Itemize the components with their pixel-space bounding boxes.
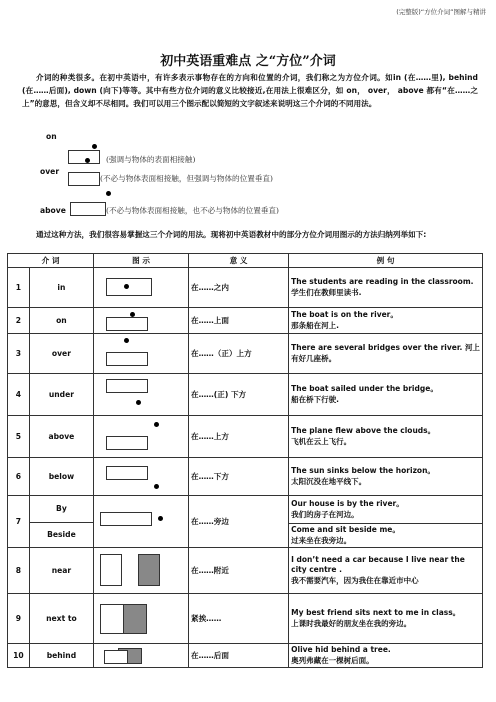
- row-word: near: [29, 548, 93, 594]
- table-row: [8, 374, 483, 416]
- row-meaning: 在……（正）上方: [189, 334, 289, 374]
- row-meaning: 在……上面: [189, 308, 289, 334]
- row-figure: [94, 548, 189, 594]
- table-row: [8, 416, 483, 458]
- demo-label-above: above: [40, 206, 66, 215]
- row-number: 10: [8, 644, 30, 668]
- row-example: I don’t need a car because I live near the city centre . 我不需要汽车，因为我住在靠近市中心: [289, 548, 483, 594]
- row-example: Come and sit beside me。 过来坐在我旁边。: [289, 524, 483, 548]
- col-header-prep: 介 词: [8, 254, 94, 268]
- row-word: in: [29, 268, 93, 308]
- table-row: [8, 458, 483, 496]
- row-figure: [94, 268, 189, 308]
- row-meaning: 在……上方: [189, 416, 289, 458]
- object-dot-icon: [124, 284, 129, 289]
- row-example: Olive hid behind a tree. 奥列弗藏在一棵树后面。: [289, 644, 483, 668]
- row-number: 8: [8, 548, 30, 594]
- row-meaning: 在……旁边: [189, 496, 289, 548]
- row-figure: [94, 644, 189, 668]
- object-dot-icon: [158, 516, 163, 521]
- row-word: next to: [29, 594, 93, 644]
- demo-note-on: (强调与物体的表面相接触): [106, 155, 196, 164]
- row-meaning: 在……(正) 下方: [189, 374, 289, 416]
- row-number: 2: [8, 308, 30, 334]
- page-title: 初中英语重难点 之“方位”介词: [160, 54, 336, 69]
- row-figure: [94, 308, 189, 334]
- object-dot-icon: [124, 338, 129, 343]
- row-word: above: [29, 416, 93, 458]
- col-header-meaning: 意 义: [189, 254, 289, 268]
- row-meaning: 在……之内: [189, 268, 289, 308]
- row-number: 6: [8, 458, 30, 496]
- demo-note-over: (不必与物体表面相接触，但强调与物体的位置垂直): [100, 174, 273, 183]
- object-dot-icon: [85, 158, 90, 163]
- demo-note-above: (不必与物体表面相接触，也不必与物体的位置垂直): [106, 206, 279, 215]
- row-number: 1: [8, 268, 30, 308]
- row-figure: [94, 334, 189, 374]
- row-word: behind: [29, 644, 93, 668]
- summary-paragraph: 通过这种方法，我们很容易掌握这三个介词的用法。现将初中英语教材中的部分方位介词用图示的方法归纳列举如下:: [36, 230, 427, 239]
- demo-box-on: [68, 150, 100, 164]
- table-row: [8, 308, 483, 334]
- row-meaning: 在……下方: [189, 458, 289, 496]
- table-header-row: [8, 254, 483, 268]
- row-number: 5: [8, 416, 30, 458]
- row-figure: [94, 458, 189, 496]
- object-dot-icon: [106, 191, 111, 196]
- row-example: There are several bridges over the river. 河上有好几座桥。: [289, 334, 483, 374]
- row-meaning: 在……后面: [189, 644, 289, 668]
- table-row: [8, 496, 483, 524]
- demo-label-over: over: [40, 167, 60, 176]
- row-meaning: 紧挨……: [189, 594, 289, 644]
- row-example: The boat is on the river。 那条船在河上.: [289, 308, 483, 334]
- col-header-figure: 图 示: [94, 254, 189, 268]
- table-row: [8, 268, 483, 308]
- row-number: 3: [8, 334, 30, 374]
- intro-paragraph: 介词的种类很多。在初中英语中，有许多表示事物存在的方向和位置的介词，我们称之为方位介词。如in (在……里), behind (在……后面), down (向下)等等。其中有些方位介词的意义比较接近,在用法上很难区分，如 on， over， above 都有“在……之上”的意思，但含义却不尽相同。我们可以用三个图示配以简短的文字叙述来说明这三个介词的不同用法。: [22, 73, 478, 108]
- object-dot-icon: [136, 400, 141, 405]
- row-number: 9: [8, 594, 30, 644]
- row-example: The plane flew above the clouds。 飞机在云上飞行。: [289, 416, 483, 458]
- page-header: (完整版)“方位介词”图解与精讲: [396, 8, 486, 16]
- row-example: The students are reading in the classroom. 学生们在教师里读书.: [289, 268, 483, 308]
- row-number: 7: [8, 496, 30, 548]
- table-row: [8, 644, 483, 668]
- row-number: 4: [8, 374, 30, 416]
- row-example: My best friend sits next to me in class。 上课时我最好的朋友坐在我的旁边。: [289, 594, 483, 644]
- table-row: [8, 594, 483, 644]
- row-figure: [94, 594, 189, 644]
- object-dot-icon: [154, 422, 159, 427]
- col-header-example: 例 句: [289, 254, 483, 268]
- demo-label-on: on: [46, 132, 57, 141]
- row-figure: [94, 416, 189, 458]
- row-word: below: [29, 458, 93, 496]
- row-word: under: [29, 374, 93, 416]
- demo-box-above: [70, 202, 106, 216]
- row-example: Our house is by the river。 我们的房子在河边。: [289, 496, 483, 524]
- row-figure: [94, 374, 189, 416]
- table-row: [8, 548, 483, 594]
- object-dot-icon: [92, 144, 97, 149]
- demo-box-over: [68, 172, 100, 186]
- row-meaning: 在……附近: [189, 548, 289, 594]
- object-dot-icon: [154, 484, 159, 489]
- preposition-table: [7, 253, 483, 668]
- row-word: By Beside: [29, 496, 93, 548]
- row-word: over: [29, 334, 93, 374]
- row-figure: [94, 496, 189, 548]
- table-row: [8, 334, 483, 374]
- row-word: on: [29, 308, 93, 334]
- row-example: The sun sinks below the horizon。 太阳沉没在地平线下。: [289, 458, 483, 496]
- row-example: The boat sailed under the bridge。 船在桥下行驶.: [289, 374, 483, 416]
